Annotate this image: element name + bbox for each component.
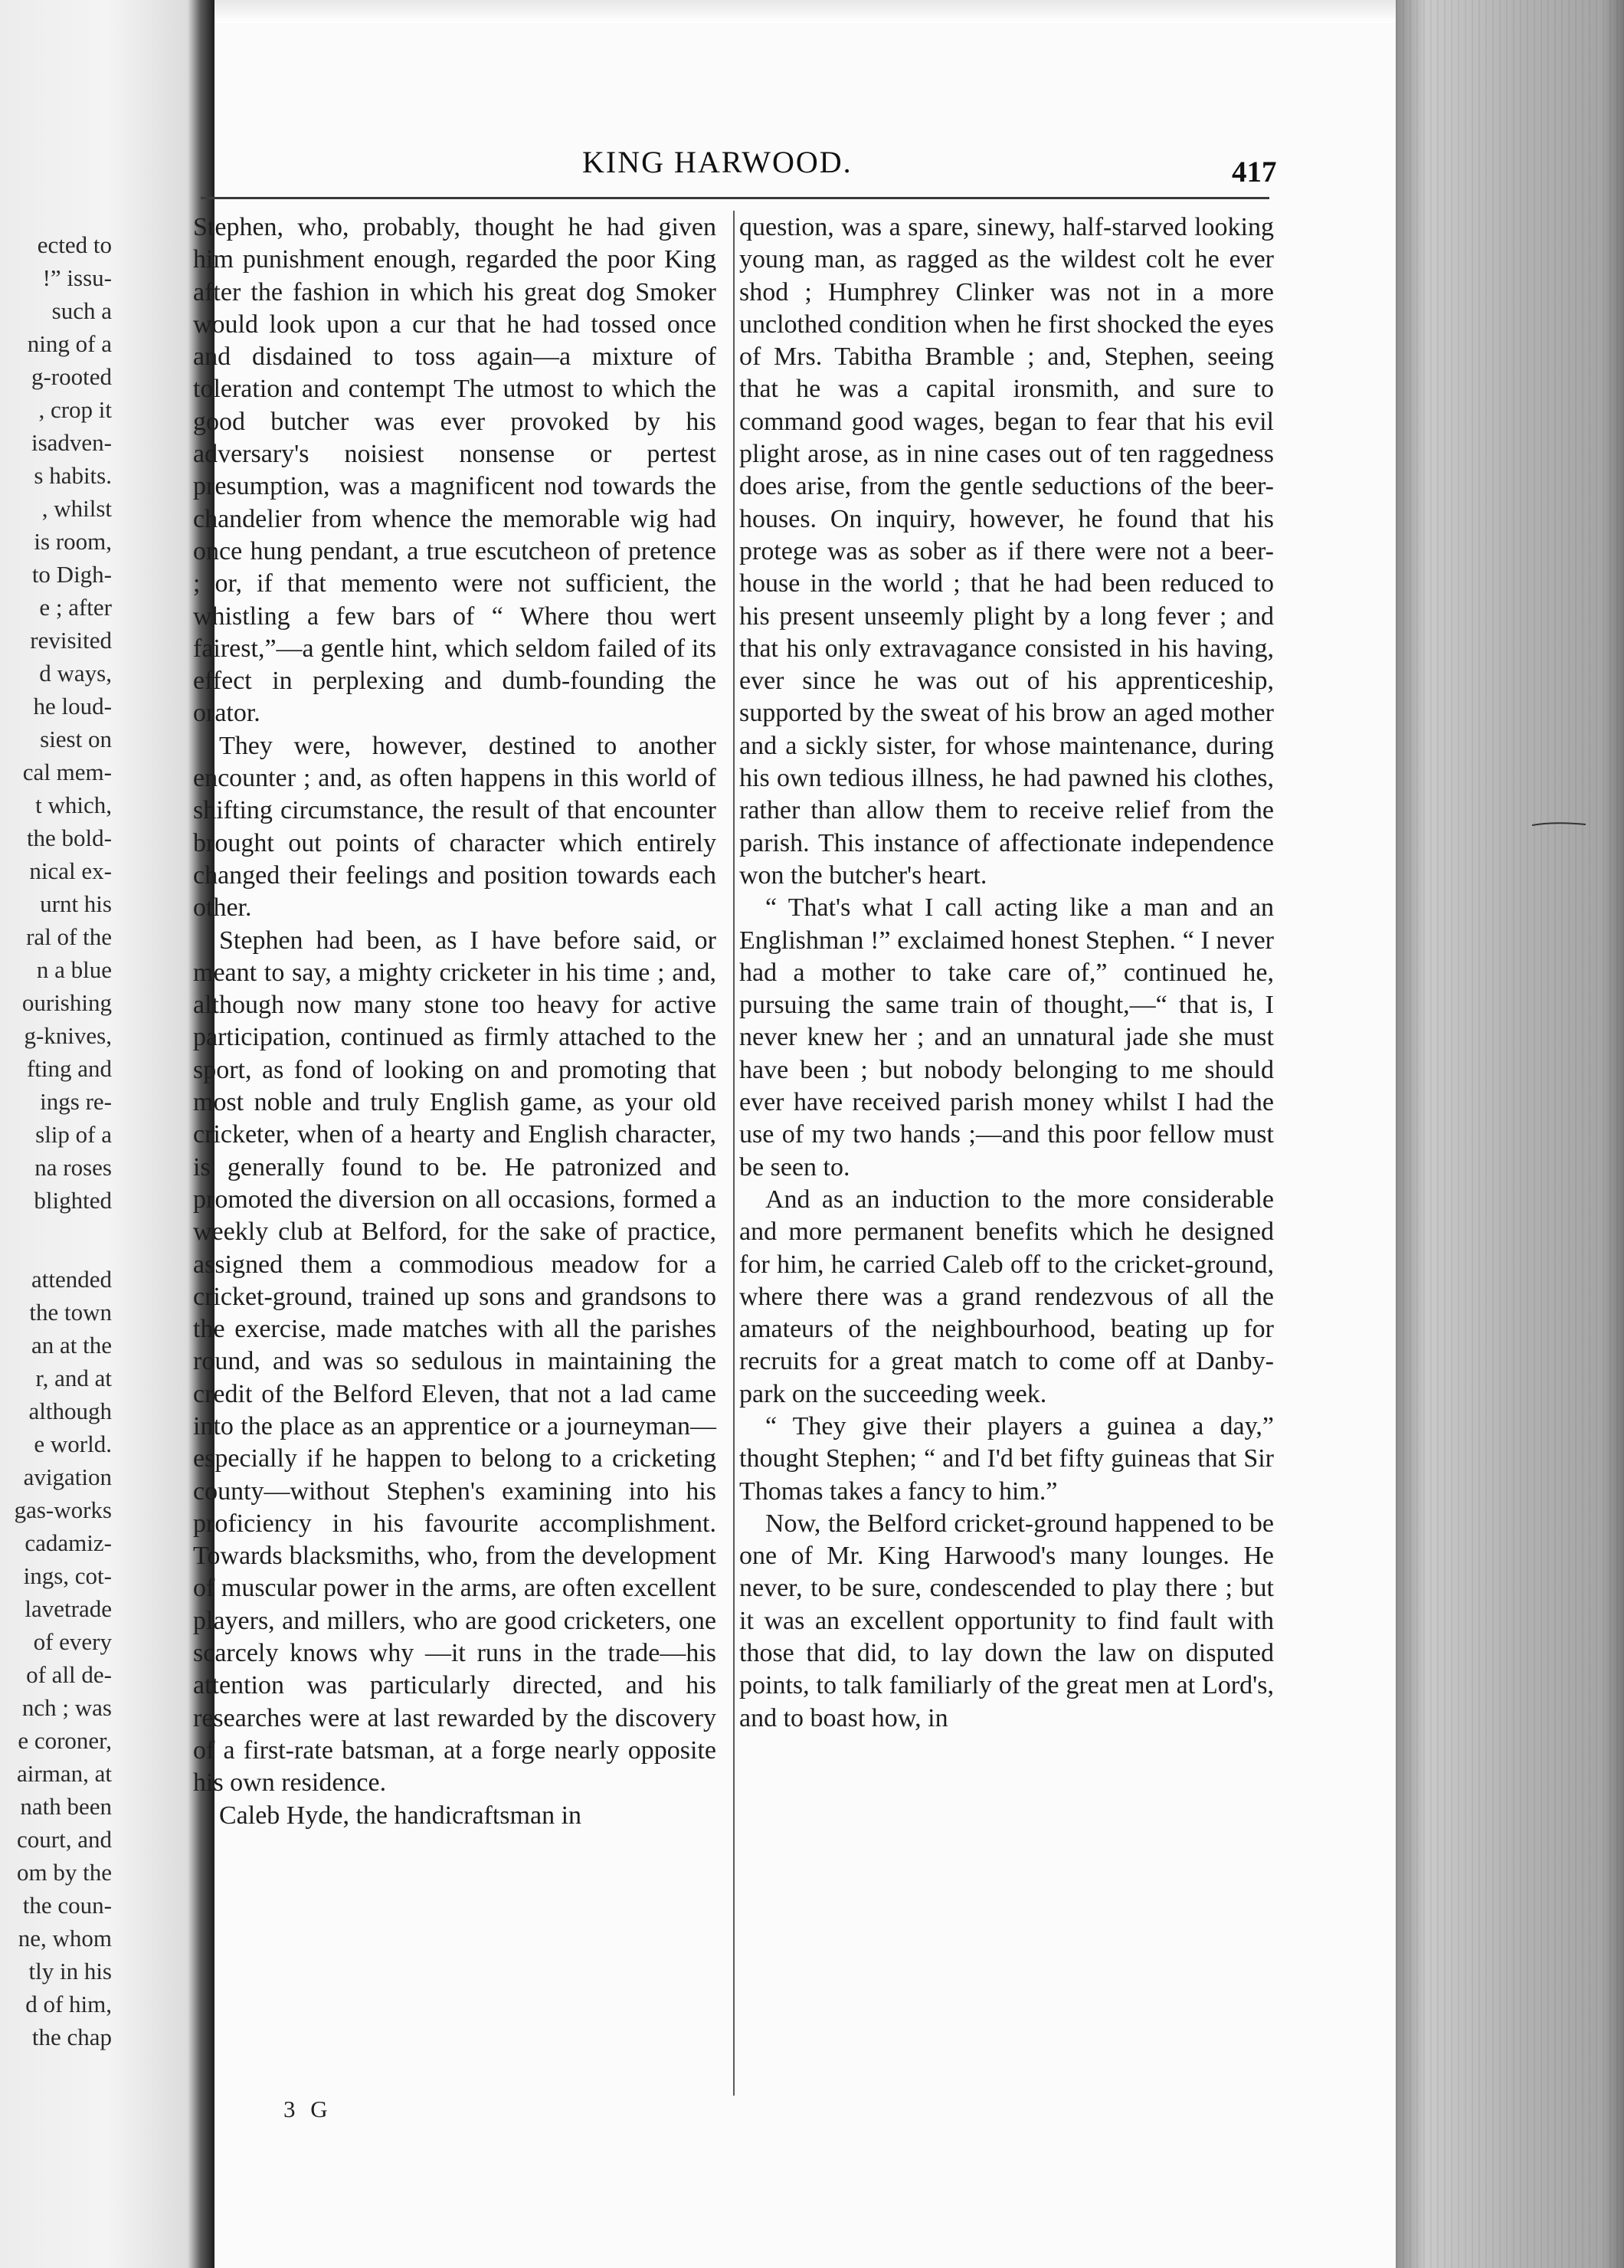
previous-page-line: !” issu- [42, 264, 112, 291]
previous-page-line: although [28, 1398, 112, 1424]
previous-page-line: d ways, [39, 660, 112, 687]
page-block-edge [1396, 0, 1624, 2268]
signature-mark: 3 G [283, 2096, 332, 2122]
running-head: KING HARWOOD. [582, 145, 853, 179]
paragraph: Now, the Belford cricket-ground happened to be one of Mr. King Harwood's many lounges. He never, to be sure, condescended to play there ; but it was an excellent opportunity to find fault with those that did, to lay down the law on disputed points, to talk familiarly of the great men at Lord's, and to boast how, in [739, 1509, 1274, 1732]
previous-page-line: d of him, [25, 1991, 112, 2017]
previous-page-line: e ; after [39, 594, 112, 621]
previous-page-line: ral of the [26, 923, 112, 950]
previous-page-line: tly in his [28, 1958, 112, 1984]
previous-page-line: ings re- [40, 1088, 112, 1115]
header-rule [201, 197, 1269, 199]
previous-page-edge [0, 0, 115, 2268]
previous-page-line: to Digh- [31, 561, 112, 588]
paragraph: They were, however, destined to another encounter ; and, as often happens in this world of shifting circumstance, the result of that encounter brought out points of character which entirely changed their feelings and position towards each other. [193, 731, 716, 923]
paragraph: Stephen, who, probably, thought he had given him punishment enough, regarded the poor King after the fashion in which his great dog Smoker would look upon a cur that he had tossed once and disdained to toss again—a mixture of toleration and contempt The utmost to which the good butcher was ever provoked by his adversary's noisiest nonsense or pertest presumption, was a magnificent nod towards the chandelier from whence the memorable wig had once hung pendant, a true escutcheon of pretence ; or, if that memento were not sufficient, the whistling a few bars of “ Where thou wert fairest,”—a gentle hint, which seldom failed of its effect in perplexing and dumb-founding the orator. [193, 213, 716, 728]
page-number: 417 [1232, 156, 1277, 188]
previous-page-line: cal mem- [22, 759, 112, 785]
previous-page-line: the chap [31, 2024, 112, 2050]
previous-page-line: the town [29, 1299, 112, 1326]
paragraph: And as an induction to the more considerable and more permanent benefits which he designed for him, he carried Caleb off to the cricket-ground, where there was a grand rendezvous of all the amateurs of the neighbourhood, beating up for recruits for a great match to come off at Danby-park on the succeeding week. [739, 1185, 1274, 1408]
paragraph: “ That's what I call acting like a man and an Englishman !” exclaimed honest Stephen. “ I never had a mother to take care of,” continued he, pursuing the same train of thought,—“ that is, I never knew her ; and an unnatural jade she must have been ; but nobody belonging to me should ever have received parish money whilst I had the use of my two hands ;—and this poor fellow must be seen to. [739, 893, 1274, 1182]
previous-page-line: , whilst [41, 495, 112, 522]
previous-page-line: e world. [34, 1431, 112, 1457]
previous-page-line: is room, [34, 528, 112, 555]
previous-page-line: nical ex- [29, 857, 112, 884]
previous-page-line: siest on [40, 726, 112, 752]
previous-page-line: e coroner, [18, 1727, 112, 1754]
margin-pencil-mark [1532, 821, 1586, 828]
previous-page-line: revisited [30, 627, 112, 654]
previous-page-line: ings, cot- [23, 1562, 112, 1589]
previous-page-line: airman, at [17, 1760, 112, 1787]
left-column [193, 211, 716, 1832]
previous-page-line: isadven- [31, 429, 112, 456]
previous-page-line: r, and at [35, 1365, 112, 1391]
previous-page-line: om by the [17, 1859, 112, 1886]
right-column [739, 211, 1274, 1735]
previous-page-line: the coun- [22, 1892, 112, 1919]
previous-page-line: t which, [35, 792, 112, 818]
previous-page-line: urnt his [40, 890, 112, 917]
previous-page-line: ning of a [27, 330, 112, 357]
previous-page-line: court, and [17, 1826, 112, 1853]
previous-page-line: g-knives, [24, 1022, 112, 1049]
previous-page-line: na roses [34, 1154, 112, 1181]
previous-page-line: nch ; was [21, 1694, 112, 1721]
previous-page-line: of all de- [26, 1661, 112, 1688]
previous-page-line: gas-works [14, 1496, 112, 1523]
paragraph: Caleb Hyde, the handicraftsman in [219, 1801, 582, 1830]
paragraph: Stephen had been, as I have before said, or meant to say, a mighty cricketer in his time ; and, although now many stone too heavy for active participation, continued as firmly attached to the sport, as fond of looking on and promoting that most noble and truly English game, as your old cricketer, when of a hearty and English character, is generally found to be. He patronized and promoted the diversion on all occasions, formed a weekly club at Belford, for the sake of practice, assigned them a commodious meadow for a cricket-ground, trained up sons and grandsons to the exercise, made matches with all the parishes round, and was so sedulous in maintaining the credit of the Belford Eleven, that not a lad came into the place as an apprentice or a journeyman—especially if he happen to belong to a cricketing county—without Stephen's examining into his proficiency in his favourite accomplishment. Towards blacksmiths, who, from the development of muscular power in the arms, are often excellent players, and millers, who are good cricketers, one scarcely knows why —it runs in the trade—his attention was particularly directed, and his researches were at last rewarded by the discovery of a first-rate batsman, at a forge nearly opposite his own residence. [193, 926, 716, 1798]
previous-page-line: such a [51, 297, 112, 324]
previous-page-line: of every [33, 1628, 112, 1655]
column-divider [733, 211, 735, 2096]
previous-page-line: ne, whom [18, 1925, 112, 1952]
previous-page-line: cadamiz- [25, 1529, 112, 1556]
paragraph: “ They give their players a guinea a day,” thought Stephen; “ and I'd bet fifty guineas that Sir Thomas takes a fancy to him.” [739, 1411, 1274, 1506]
previous-page-line: s habits. [34, 462, 112, 489]
previous-page-line: slip of a [35, 1121, 112, 1148]
previous-page-line: n a blue [36, 956, 112, 983]
previous-page-line: ourishing [21, 989, 112, 1016]
previous-page-line: an at the [31, 1332, 112, 1359]
previous-page-line: avigation [23, 1463, 112, 1490]
paragraph: question, was a spare, sinewy, half-starved looking young man, as ragged as the wildest colt he ever shod ; Humphrey Clinker was not in a more unclothed condition when he first shocked the eyes of Mrs. Tabitha Bramble ; and, Stephen, seeing that he was a capital ironsmith, and sure to command good wages, began to fear that his evil plight arose, as in nine cases out of ten raggedness does arise, from the gentle seductions of the beer-houses. On inquiry, however, he found that his protege was as sober as if there were not a beer-house in the world ; that he had been reduced to his present unseemly plight by a long fever ; and that his only extravagance consisted in his having, ever since he was out of his apprenticeship, supported by the sweat of his brow an aged mother and a sickly sister, for whose maintenance, during his own tedious illness, he had pawned his clothes, rather than allow them to receive relief from the parish. This instance of affectionate independence won the butcher's heart. [739, 213, 1274, 890]
previous-page-line: g-rooted [31, 363, 112, 390]
previous-page-line: , crop it [38, 396, 112, 423]
previous-page-line: blighted [34, 1187, 112, 1214]
previous-page-line: fting and [26, 1055, 112, 1082]
previous-page-line: he loud- [33, 693, 112, 719]
previous-page-line: the bold- [26, 824, 112, 851]
page-top-shadow [214, 0, 1396, 23]
previous-page-line: attended [31, 1266, 112, 1293]
previous-page-line: ected to [37, 231, 112, 258]
previous-page-line: lavetrade [25, 1595, 112, 1622]
previous-page-line: nath been [20, 1793, 112, 1820]
